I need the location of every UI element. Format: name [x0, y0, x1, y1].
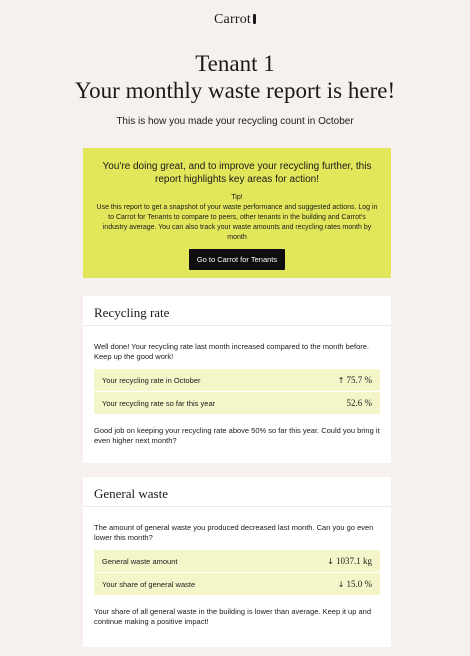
metric-label: Your recycling rate so far this year	[102, 398, 216, 408]
arrow-down-icon: ↓	[337, 580, 345, 589]
carrot-logo-icon	[253, 14, 256, 24]
email-page	[4, 0, 466, 656]
metric-row	[94, 550, 380, 572]
metric-value: ↑ 75.7 %	[337, 375, 372, 385]
go-to-carrot-button[interactable]: Go to Carrot for Tenants	[189, 249, 285, 270]
tip-callout	[83, 148, 391, 278]
recycling-rate-card	[83, 296, 391, 463]
metric-value: ↓ 1037.1 kg	[327, 556, 372, 566]
metric-row	[94, 572, 380, 595]
hero-heading	[4, 50, 466, 104]
metric-label: General waste amount	[102, 556, 178, 566]
arrow-down-icon: ↓	[327, 557, 334, 566]
recycling-outro: Good job on keeping your recycling rate above 50% so far this year. Could you bring it even higher next month?	[94, 426, 380, 445]
recycling-card-title: Recycling rate	[83, 296, 391, 326]
general-waste-card	[83, 477, 391, 647]
metric-value: ↓ 15.0 %	[337, 579, 372, 589]
metric-label: Your share of general waste	[102, 579, 196, 589]
general-waste-outro: Your share of all general waste in the building is lower than average. Keep it up and continue making a positive impact!	[94, 607, 371, 626]
callout-headline: You're doing great, and to improve your recycling further, this report highlights key areas for action!	[102, 161, 372, 185]
recycling-intro: Well done! Your recycling rate last month increased compared to the month before. Keep up the good work!	[94, 342, 370, 361]
report-title: Your monthly waste report is here!	[74, 78, 396, 103]
tip-body: Use this report to get a snapshot of your waste performance and suggested actions. Log in to Carrot for Tenants to compare to peers, other tenants in the building and Carrot's industry average. You can also track your waste amounts and recycling rates month by month	[96, 204, 378, 241]
general-waste-intro: The amount of general waste you produced decreased last month. Can you go even lower this month?	[94, 523, 374, 542]
brand-logo	[4, 12, 466, 28]
general-waste-card-title: General waste	[83, 477, 391, 507]
metric-value: 52.6 %	[346, 398, 372, 408]
tenant-name: Tenant 1	[195, 51, 275, 76]
report-subtitle: This is how you made your recycling count in October	[116, 116, 354, 127]
tip-label: Tip!	[231, 194, 243, 201]
metric-row	[94, 391, 380, 414]
recycling-metrics	[83, 369, 391, 414]
brand-name: Carrot	[214, 12, 251, 27]
arrow-up-icon: ↑	[337, 376, 345, 385]
metric-label: Your recycling rate in October	[102, 375, 201, 385]
metric-row	[94, 369, 380, 391]
general-waste-metrics	[83, 550, 391, 595]
